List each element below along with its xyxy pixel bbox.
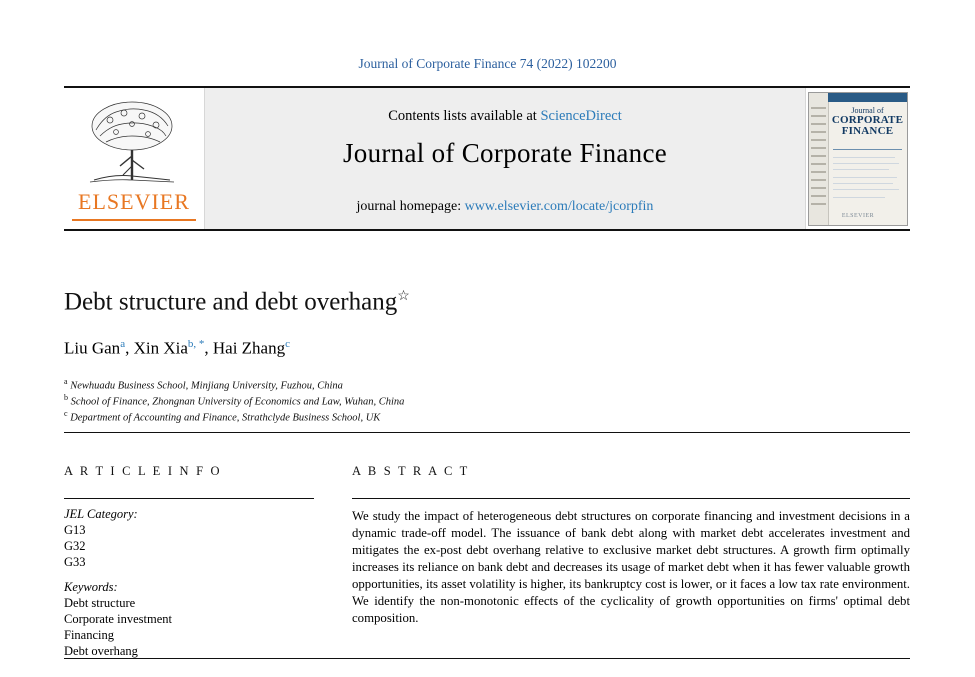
cover-title-line2: CORPORATE [831, 113, 904, 126]
jel-code: G33 [64, 555, 86, 569]
running-head: Journal of Corporate Finance 74 (2022) 102200 [358, 56, 617, 71]
keyword-item: Corporate investment [64, 612, 172, 626]
journal-banner [204, 88, 806, 229]
jel-code: G13 [64, 523, 86, 537]
affiliation-c-text: Department of Accounting and Finance, Strathclyde Business School, UK [70, 412, 381, 424]
journal-cover [806, 88, 910, 229]
elsevier-tree-icon [76, 96, 188, 186]
elsevier-wordmark: ELSEVIER [78, 189, 190, 214]
author-2-marks: b, * [187, 338, 205, 350]
author-3: Hai Zhang [212, 338, 286, 358]
author-3-marks: c [285, 338, 290, 350]
author-2: Xin Xia [133, 338, 188, 358]
homepage-prefix: journal homepage: [356, 199, 465, 214]
journal-cover-image [808, 92, 908, 226]
jel-label: JEL Category: [64, 507, 138, 521]
affiliation-a-mark: a [64, 377, 68, 386]
keyword-item: Debt structure [64, 596, 136, 610]
contents-prefix: Contents lists available at [388, 108, 541, 124]
journal-title: Journal of Corporate Finance [342, 138, 668, 168]
contents-line [205, 108, 805, 125]
abstract-heading: A B S T R A C T [352, 464, 470, 478]
keywords-label: Keywords: [64, 580, 118, 594]
affiliation-a-text: Newhuadu Business School, Minjiang University, Fuzhou, China [70, 380, 343, 392]
cover-title [831, 107, 904, 138]
sciencedirect-link[interactable]: ScienceDirect [540, 108, 622, 124]
cover-title-line3: FINANCE [841, 125, 894, 138]
affiliation-c-mark: c [64, 409, 68, 418]
divider-bottom [64, 658, 910, 659]
cover-top-bar [828, 93, 907, 102]
cover-side-strip [809, 93, 829, 225]
journal-masthead [64, 86, 910, 231]
cover-publisher: ELSEVIER [841, 212, 875, 219]
author-1-marks: a [120, 338, 126, 350]
abstract-column [352, 464, 910, 627]
author-1: Liu Gan [64, 338, 121, 358]
page-title [64, 288, 410, 316]
divider-top [64, 432, 910, 433]
keyword-item: Financing [64, 628, 114, 642]
article-info-heading: A R T I C L E I N F O [64, 464, 222, 478]
affiliation-b-mark: b [64, 393, 68, 402]
homepage-line [205, 199, 805, 215]
affiliation-b [64, 393, 404, 408]
affiliation-a [64, 377, 343, 392]
author-list: Liu Gan$^a$, Xin Xia$^{b, *}$, Hai Zhang$^c$ [64, 338, 290, 358]
article-info-rule [64, 498, 314, 499]
abstract-text: We study the impact of heterogeneous debt structures on corporate financing and investment decisions in a dynamic trade-off model. The issuance of bank debt along with market debt accelerates investment and mitigates the ex-post debt overhang relative to exclusive market debt structures. A growth firm optimally increases its reliance on bank debt and decreases its usage of market debt when it has fewer valuable growth opportunities, its asset volatility is higher, its bankruptcy cost is lower, or it faces a low tax rate environment. We identify the non-monotonic effects of the cyclicality of growth opportunities on firms' optimal debt composition. [352, 509, 910, 626]
jel-code: G32 [64, 539, 86, 553]
elsevier-underline [72, 219, 196, 221]
abstract-rule [352, 498, 910, 499]
journal-homepage-link[interactable]: www.elsevier.com/locate/jcorpfin [464, 199, 654, 214]
elsevier-logo [64, 88, 204, 229]
article-info-column [64, 464, 314, 659]
cover-title-line1: Journal of [851, 105, 884, 115]
keyword-item: Debt overhang [64, 644, 138, 658]
article-title: Debt structure and debt overhang [64, 288, 398, 316]
affiliation-c [64, 409, 380, 424]
affiliation-b-text: School of Finance, Zhongnan University of Economics and Law, Wuhan, China [70, 396, 405, 408]
title-footnote-marker: ☆ [397, 289, 410, 304]
